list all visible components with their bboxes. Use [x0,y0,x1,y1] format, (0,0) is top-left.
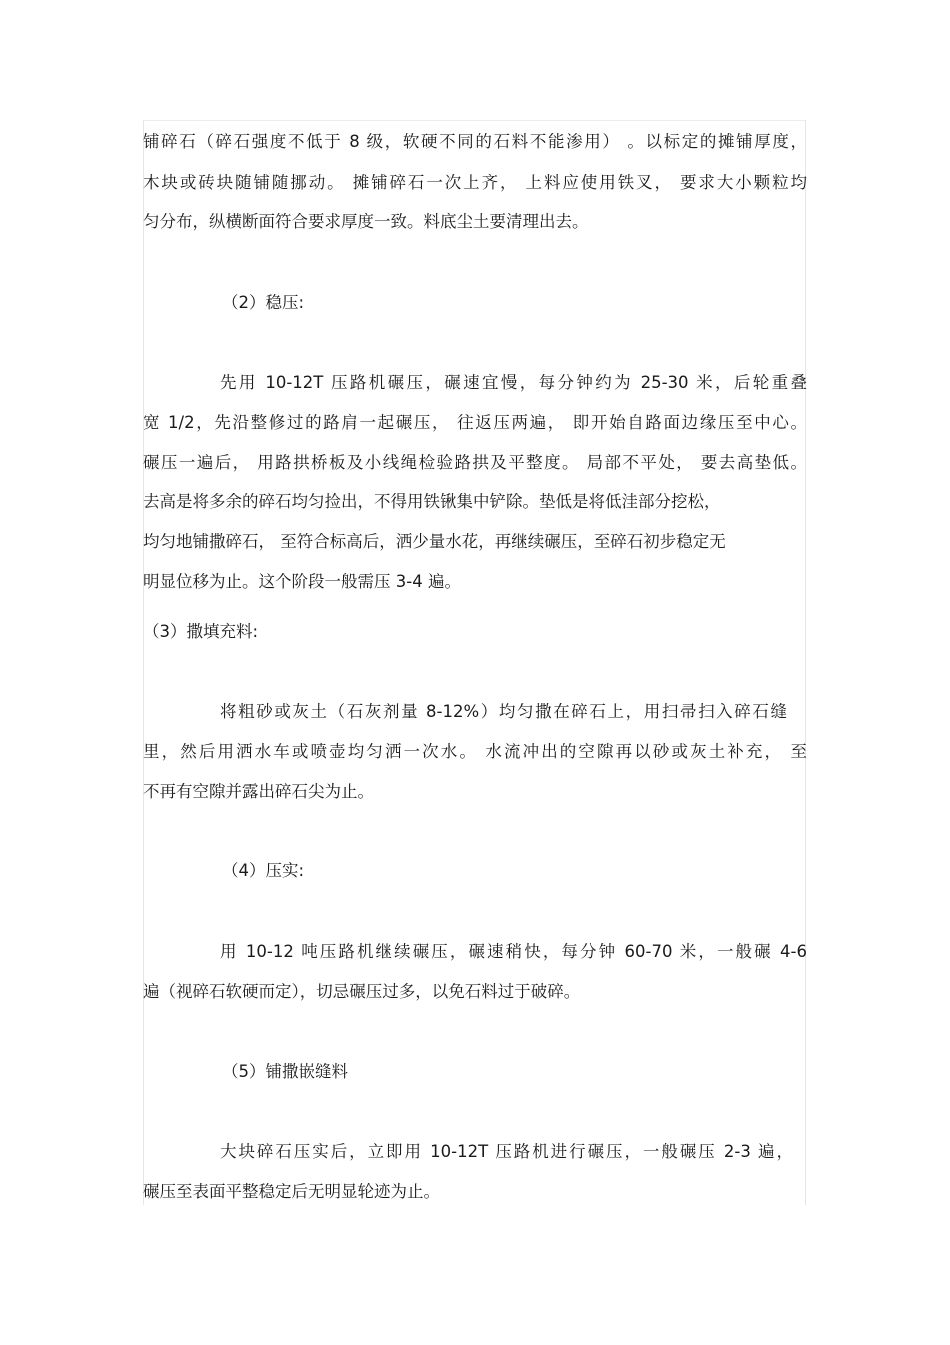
section-heading: （5）铺撒嵌缝料 [222,1062,348,1081]
section-heading: （3）撒填充料: [143,622,259,641]
paragraph-line: 木块或砖块随铺随挪动。 摊铺碎石一次上齐， 上料应使用铁叉， 要求大小颗粒均 [143,173,807,192]
section-heading: （4）压实: [222,861,305,880]
paragraph-line: 明显位移为止。这个阶段一般需压 3-4 遍。 [143,572,461,591]
paragraph-line: 大块碎石压实后，立即用 10-12T 压路机进行碾压，一般碾压 2-3 遍， [220,1142,793,1161]
paragraph-line: 去高是将多余的碎石均匀捡出，不得用铁锹集中铲除。垫低是将低洼部分挖松， [143,492,721,511]
section-heading: （2）稳压: [222,293,305,312]
paragraph-line: 匀分布，纵横断面符合要求厚度一致。料底尘土要清理出去。 [143,212,589,231]
paragraph-line: 碾压至表面平整稳定后无明显轮迹为止。 [143,1182,440,1201]
paragraph-line: 用 10-12 吨压路机继续碾压，碾速稍快，每分钟 60-70 米，一般碾 4-6 [220,942,807,961]
paragraph-line: 先用 10-12T 压路机碾压，碾速宜慢，每分钟约为 25-30 米，后轮重叠 [220,373,807,392]
paragraph-line: 宽 1/2，先沿整修过的路肩一起碾压， 往返压两遍， 即开始自路面边缘压至中心。 [143,413,807,432]
paragraph-line: 将粗砂或灰土（石灰剂量 8-12%）均匀撒在碎石上，用扫帚扫入碎石缝 [220,702,787,721]
paragraph-line: 均匀地铺撒碎石， 至符合标高后，洒少量水花，再继续碾压，至碎石初步稳定无 [143,532,726,551]
paragraph-line: 不再有空隙并露出碎石尖为止。 [143,782,374,801]
paragraph-line: 遍（视碎石软硬而定），切忌碾压过多，以免石料过于破碎。 [143,982,581,1001]
paragraph-line: 里，然后用洒水车或喷壶均匀洒一次水。 水流冲出的空隙再以砂或灰土补充， 至 [143,742,807,761]
page-frame [143,120,806,1205]
paragraph-line: 碾压一遍后， 用路拱桥板及小线绳检验路拱及平整度。 局部不平处， 要去高垫低。 [143,453,807,472]
paragraph-line: 铺碎石（碎石强度不低于 8 级，软硬不同的石料不能渗用） 。以标定的摊铺厚度， [143,132,807,151]
